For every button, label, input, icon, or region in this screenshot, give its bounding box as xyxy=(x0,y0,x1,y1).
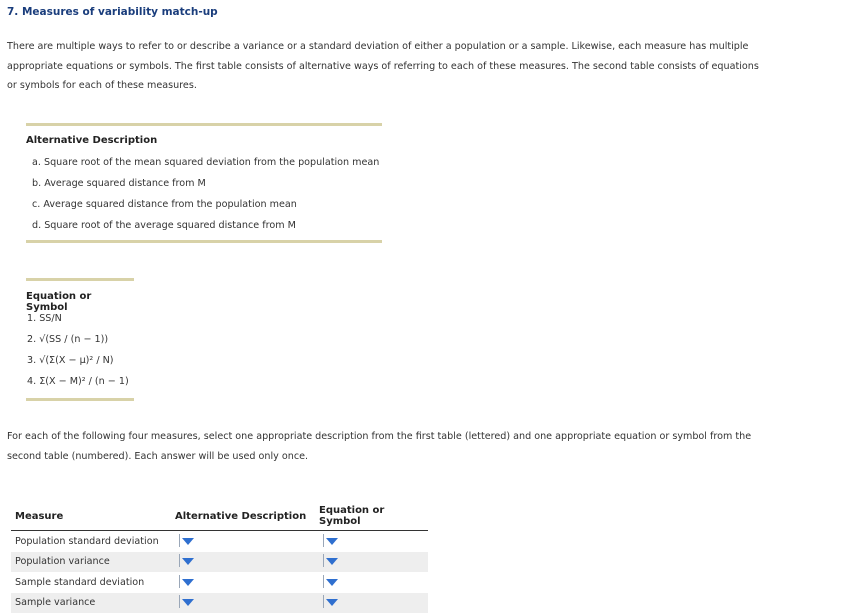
table-row xyxy=(11,552,428,573)
table-row xyxy=(11,531,428,552)
equation-symbol-table xyxy=(26,278,134,401)
chevron-down-icon xyxy=(182,579,194,586)
measure-label: Sample standard deviation xyxy=(11,572,171,593)
eq-item-2: 2. √(SS / (n − 1)) xyxy=(27,329,129,350)
instructions-paragraph: For each of the following four measures, select one appropriate description from the first table (lettered) and one appropriate equation or symbol from the second table (numbered). Each answer will be used only once. xyxy=(7,427,777,466)
measure-label: Population standard deviation xyxy=(11,531,171,552)
dropdown-divider xyxy=(179,554,180,567)
chevron-down-icon xyxy=(326,579,338,586)
table-row xyxy=(11,593,428,613)
chevron-down-icon xyxy=(326,558,338,565)
description-dropdown[interactable] xyxy=(179,554,194,568)
chevron-down-icon xyxy=(182,538,194,545)
equation-column-header: Equation or Symbol xyxy=(315,503,428,531)
description-column-header: Alternative Description xyxy=(171,503,315,531)
equation-dropdown[interactable] xyxy=(323,574,338,588)
chevron-down-icon xyxy=(182,599,194,606)
chevron-down-icon xyxy=(326,599,338,606)
alternative-description-table xyxy=(26,123,382,243)
measure-label: Sample variance xyxy=(11,593,171,613)
intro-paragraph: There are multiple ways to refer to or describe a variance or a standard deviation of either a population or a sample. Likewise, each measure has multiple appropriate equations or symbols. The first table consists of alternative ways of referring to each of these measures. The second table consists of equations or symbols for each of these measures. xyxy=(7,37,767,96)
dropdown-divider xyxy=(323,595,324,608)
dropdown-divider xyxy=(179,575,180,588)
chevron-down-icon xyxy=(182,558,194,565)
dropdown-divider xyxy=(323,575,324,588)
measure-column-header: Measure xyxy=(11,503,171,531)
equation-dropdown[interactable] xyxy=(323,533,338,547)
alt-table-header: Alternative Description xyxy=(26,135,157,146)
description-dropdown[interactable] xyxy=(179,595,194,609)
dropdown-divider xyxy=(179,595,180,608)
eq-item-4: 4. Σ(X − M)² / (n − 1) xyxy=(27,371,129,392)
measure-label: Population variance xyxy=(11,552,171,573)
alt-item-c: c. Average squared distance from the population mean xyxy=(32,194,379,215)
description-dropdown[interactable] xyxy=(179,574,194,588)
question-title: 7. Measures of variability match-up xyxy=(7,6,218,18)
chevron-down-icon xyxy=(326,538,338,545)
alt-item-a: a. Square root of the mean squared deviation from the population mean xyxy=(32,152,379,173)
alt-item-d: d. Square root of the average squared distance from M xyxy=(32,215,379,236)
eq-table-header: Equation or Symbol xyxy=(26,291,134,313)
dropdown-divider xyxy=(323,534,324,547)
dropdown-divider xyxy=(323,554,324,567)
eq-item-3: 3. √(Σ(X − μ)² / N) xyxy=(27,350,129,371)
equation-dropdown[interactable] xyxy=(323,554,338,568)
alt-item-b: b. Average squared distance from M xyxy=(32,173,379,194)
description-dropdown[interactable] xyxy=(179,533,194,547)
eq-item-1: 1. SS/N xyxy=(27,308,129,329)
table-row xyxy=(11,572,428,593)
dropdown-divider xyxy=(179,534,180,547)
equation-dropdown[interactable] xyxy=(323,595,338,609)
answer-table xyxy=(11,503,428,613)
